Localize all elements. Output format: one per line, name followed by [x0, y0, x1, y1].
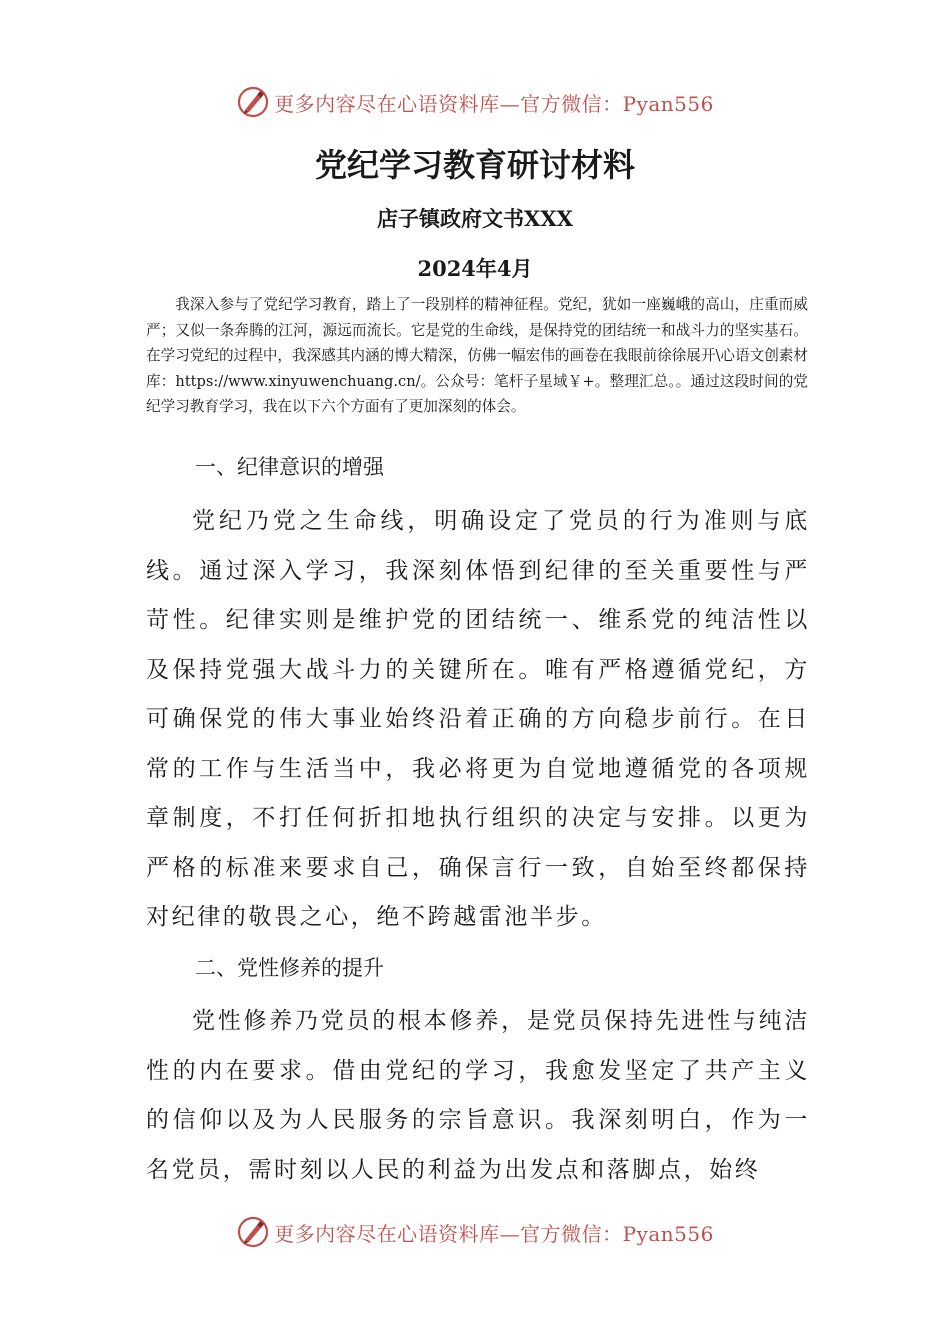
document-author: 店子镇政府文书XXX — [377, 206, 573, 231]
footer-watermark-banner — [0, 1210, 950, 1254]
section-body-2: 党性修养乃党员的根本修养，是党员保持先进性与纯洁性的内在要求。借由党纪的学习，我愈发坚定了共产主义的信仰以及为人民服务的宗旨意识。我深刻明白，作为一名党员，需时刻以人民的利益为出发点和落脚点，始终 — [146, 1008, 810, 1183]
pen-nib-logo-icon — [236, 85, 270, 119]
watermark-text: 更多内容尽在心语资料库—官方微信：Pyan556 — [274, 91, 714, 116]
document-title: 党纪学习教育研讨材料 — [314, 146, 635, 184]
header-watermark-banner — [0, 80, 950, 124]
section-heading-2: 二、党性修养的提升 — [195, 956, 384, 980]
section-body-1: 党纪乃党之生命线，明确设定了党员的行为准则与底线。通过深入学习，我深刻体悟到纪律的至关重要性与严苛性。纪律实则是维护党的团结统一、维系党的纯洁性以及保持党强大战斗力的关键所在。唯有严格遵循党纪，方可确保党的伟大事业始终沿着正确的方向稳步前行。在日常的工作与生活当中，我必将更为自觉地遵循党的各项规章制度，不打任何折扣地执行组织的决定与安排。以更为严格的标准来要求自己，确保言行一致，自始至终都保持对纪律的敬畏之心，绝不跨越雷池半步。 — [146, 508, 810, 930]
document-date: 2024年4月 — [417, 256, 533, 281]
section-heading-1: 一、纪律意识的增强 — [195, 455, 384, 479]
intro-paragraph: 我深入参与了党纪学习教育，踏上了一段别样的精神征程。党纪，犹如一座巍峨的高山，庄重而威严；又似一条奔腾的江河，源远而流长。它是党的生命线，是保持党的团结统一和战斗力的坚实基石。在学习党纪的过程中，我深感其内涵的博大精深，仿佛一幅宏伟的画卷在我眼前徐徐展开\心语文创素材库：https://www.xinyuwenchuang.cn/。公众号：笔杆子星域￥+。整理汇总。。通过这段时间的党纪学习教育学习，我在以下六个方面有了更加深刻的体会。 — [146, 296, 808, 415]
pen-nib-logo-icon — [236, 1215, 270, 1249]
watermark-text: 更多内容尽在心语资料库—官方微信：Pyan556 — [274, 1221, 714, 1246]
